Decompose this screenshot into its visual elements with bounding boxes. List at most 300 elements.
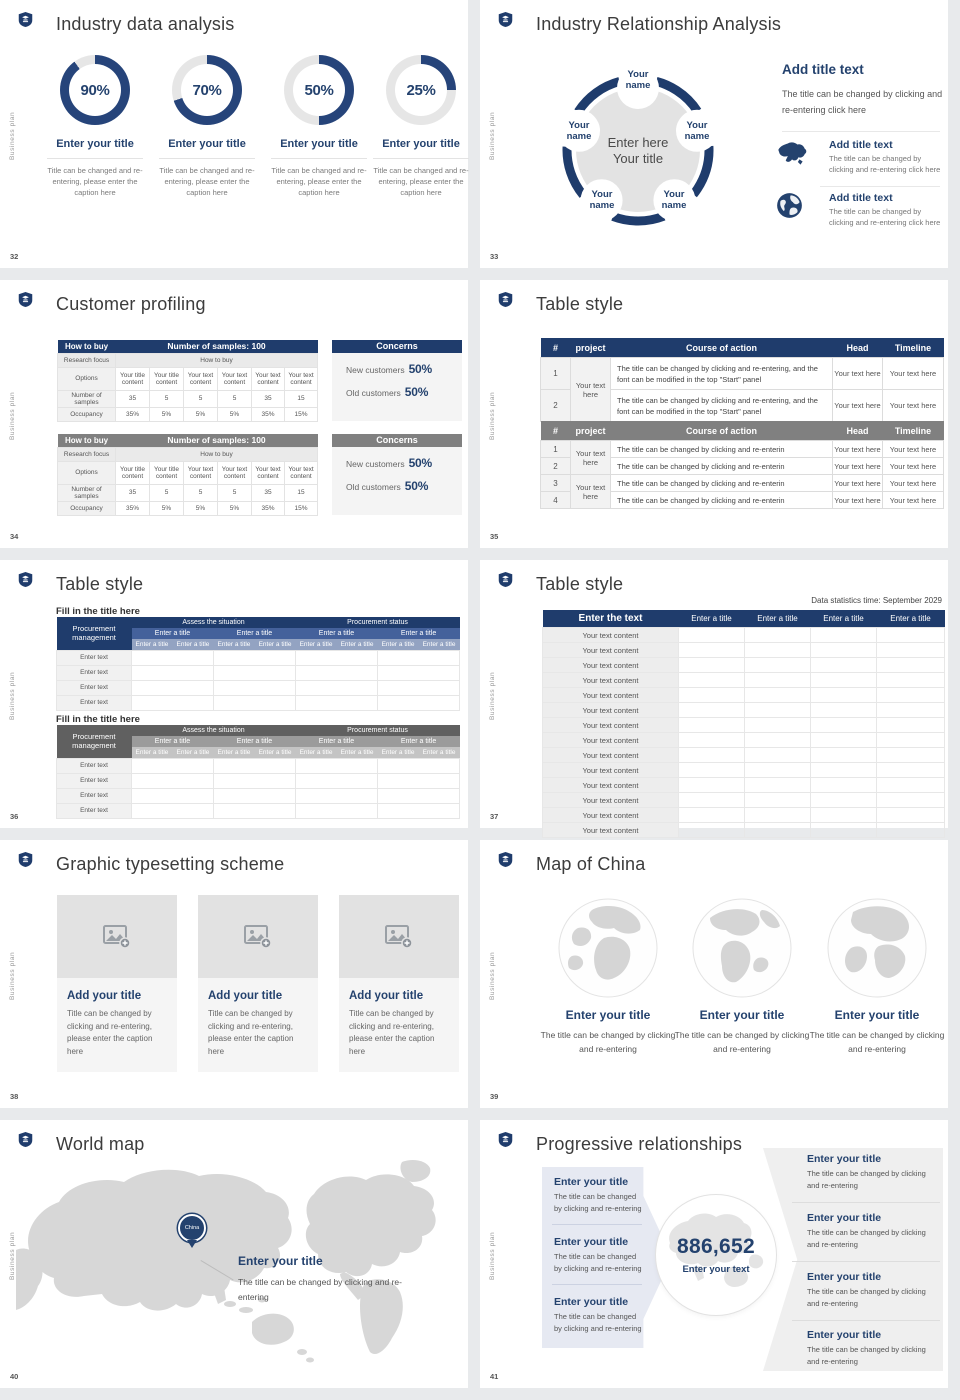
empty-cell [679,718,745,733]
page-number: 33 [490,252,499,261]
table-header: Number of samples: 100 [116,434,318,447]
row-label: Occupancy [58,407,116,421]
table-row [543,643,945,658]
list-item [807,1329,939,1368]
table-cell: 35 [116,390,150,407]
column-header: project [571,421,611,441]
donut-item [271,55,367,198]
empty-cell [745,778,811,793]
divider [792,1261,940,1262]
table-cell: Your text content [184,461,218,484]
empty-cell [745,628,811,643]
card-caption: Title can be changed by clicking and re-entering, please enter the caption here [67,1009,153,1056]
empty-cell [877,718,945,733]
table-cell: Your text content [543,793,679,808]
sub-header: Enter a title [132,747,173,758]
table-cell: The title can be changed by clicking and re-enterin [611,475,833,492]
section-title: Fill in the title here [56,606,140,617]
column-header: Timeline [883,421,944,441]
item-title: Enter your title [554,1236,629,1248]
item-caption: The title can be changed by clicking and re-entering [674,1030,810,1054]
table-cell: Research focus [58,447,116,461]
slide-title: Table style [536,294,624,314]
row-label: Options [58,367,116,390]
table-cell: 5% [150,501,184,515]
empty-cell [679,688,745,703]
sub-header: Enter a title [173,639,214,650]
concerns-label: New customers [346,365,405,375]
table-cell: Your text here [833,492,883,509]
sub-header: Enter a title [296,628,378,639]
row-label: Occupancy [58,501,116,515]
empty-cell [132,665,214,680]
node-label: Your name [589,189,615,211]
empty-cell [679,748,745,763]
empty-cell [679,733,745,748]
column-header: project [571,338,611,358]
empty-cell [214,803,296,818]
column-header: Timeline [883,338,944,358]
procurement-table-gray [56,725,460,819]
concerns-value: 50% [408,456,432,470]
column-header: Head [833,421,883,441]
row-label: Number of samples [58,390,116,407]
column-header: Enter a title [877,610,945,628]
diagram-center-text [586,135,690,167]
donut-value: 90% [80,81,110,99]
table-cell: 4 [541,492,571,509]
divider [792,1320,940,1321]
page-number: 32 [10,252,19,261]
row-label: Enter text [57,758,132,773]
slide-title: Customer profiling [56,294,206,314]
empty-cell [132,680,214,695]
group-header: Assess the situation [132,725,296,736]
add-image-icon [103,925,131,949]
empty-cell [679,808,745,823]
table-cell: Your text here [571,475,611,509]
divider [820,186,940,187]
empty-cell [877,808,945,823]
item-caption: The title can be changed by clicking and re-entering [807,1228,926,1249]
table-cell: 1 [541,441,571,458]
project-table-gray [540,421,944,509]
image-placeholder [57,895,177,978]
sidebar-vertical-text: Business plan [9,391,16,440]
page-number: 38 [10,1092,19,1101]
empty-cell [132,758,214,773]
add-image-icon [385,925,413,949]
table-cell: 15% [285,501,318,515]
donut-title: Enter your title [271,138,367,159]
column-header: Course of action [611,421,833,441]
table-cell: Your text here [883,475,944,492]
item-caption: The title can be changed by clicking and re-entering [807,1169,926,1190]
table-cell: 5% [218,501,252,515]
table-cell: 35% [116,501,150,515]
brand-shield-logo-icon [498,851,513,868]
table-cell: Your text here [833,390,883,422]
concerns-label: New customers [346,459,405,469]
brand-shield-logo-icon [498,291,513,308]
donut-chart [386,55,456,125]
empty-cell [214,680,296,695]
location-pin-icon [178,1214,206,1242]
slide-40[interactable] [0,1120,468,1388]
card-title: Add your title [349,990,424,1002]
empty-cell [745,793,811,808]
column-header: Enter a title [679,610,745,628]
item-caption: The title can be changed by clicking and re-entering click here [829,207,941,227]
table-cell: 5 [218,390,252,407]
row-label: Enter text [57,803,132,818]
item-caption: The title can be changed by clicking and re-entering click here [829,154,941,174]
concerns-value: 50% [404,385,429,399]
table-cell: The title can be changed by clicking and re-entering, and the font can be modified in the top "Start" panel [611,358,833,390]
group-header: Assess the situation [132,617,296,628]
item-caption: The title can be changed by clicking and re-entering [809,1030,945,1054]
empty-cell [679,778,745,793]
table-cell: Your text content [543,808,679,823]
concerns-panel-blue [332,340,462,421]
buy-table-blue [57,340,318,422]
row-label: Enter text [57,788,132,803]
slide-33[interactable] [480,0,948,268]
donut-item [159,55,255,198]
sub-header: Enter a title [378,639,419,650]
sub-header: Enter a title [214,747,255,758]
table-row [543,733,945,748]
empty-cell [745,703,811,718]
statistic-label: Enter your text [682,1264,750,1275]
sub-header: Enter a title [214,736,296,747]
card-title: Add your title [208,990,283,1002]
sub-header: Enter a title [296,736,378,747]
empty-cell [296,650,378,665]
brand-shield-logo-icon [498,11,513,28]
brand-shield-logo-icon [18,1131,33,1148]
table-cell: Your text here [833,441,883,458]
table-cell: Your text content [285,367,318,390]
item-title: Enter your title [699,1008,785,1022]
globe-graphic-americas [692,898,792,998]
sub-header: Enter a title [214,639,255,650]
table-cell: 5 [150,484,184,501]
slide-title: Table style [56,574,144,594]
item-title: Enter your title [807,1271,882,1283]
slide-title: Table style [536,574,624,594]
donut-caption: Title can be changed and re-entering, please enter the caption here [271,166,367,197]
divider [782,131,940,132]
empty-cell [378,680,460,695]
table-cell: Your title content [116,367,150,390]
brand-shield-logo-icon [18,851,33,868]
brand-shield-logo-icon [498,1131,513,1148]
table-cell: 35% [116,407,150,421]
item-title: Enter your title [807,1153,882,1165]
table-cell: Your text content [543,643,679,658]
concerns-value: 50% [404,479,429,493]
empty-cell [296,773,378,788]
list-item [807,1153,939,1192]
content-card [339,895,459,1072]
brand-shield-logo-icon [18,571,33,588]
table-cell: 5% [184,501,218,515]
card-body [339,978,459,1072]
table-header: How to buy [58,340,116,353]
slide-title: World map [56,1134,145,1154]
slide-title: Graphic typesetting scheme [56,854,285,874]
sub-header: Enter a title [337,639,378,650]
group-header: Procurement status [296,617,460,628]
donut-title: Enter your title [373,138,469,159]
slide-32[interactable] [0,0,468,268]
sub-header: Enter a title [132,736,214,747]
table-cell: 35 [116,484,150,501]
table-cell: Your text here [571,441,611,475]
table-cell: How to buy [116,353,318,367]
table-header: How to buy [58,434,116,447]
project-table-blue [540,338,944,422]
sidebar-vertical-text: Business plan [489,951,496,1000]
table-cell: Your text content [543,688,679,703]
donut-chart [284,55,354,125]
slide-36[interactable] [0,560,468,828]
table-cell: 1 [541,358,571,390]
slide-title: Progressive relationships [536,1134,743,1154]
card-caption: Title can be changed by clicking and re-entering, please enter the caption here [349,1009,435,1056]
empty-cell [811,703,877,718]
card-caption: Title can be changed by clicking and re-entering, please enter the caption here [208,1009,294,1056]
table-cell: The title can be changed by clicking and re-enterin [611,441,833,458]
empty-cell [214,695,296,710]
empty-cell [745,763,811,778]
empty-cell [679,628,745,643]
empty-cell [811,823,877,838]
table-row [543,793,945,808]
concerns-row [346,362,462,376]
add-image-icon [244,925,272,949]
table-row [543,658,945,673]
table-cell: Your text here [883,441,944,458]
node-label: Your name [661,189,687,211]
donut-title: Enter your title [47,138,143,159]
table-cell: 5% [184,407,218,421]
card-title: Add your title [67,990,142,1002]
page-number: 39 [490,1092,499,1101]
statistic-circle [656,1195,776,1315]
table-row [543,688,945,703]
corner-cell: Procurement management [57,617,132,650]
sidebar-vertical-text: Business plan [9,111,16,160]
table-row [543,703,945,718]
empty-cell [745,808,811,823]
list-item [554,1296,642,1335]
empty-cell [378,665,460,680]
globe-icon [776,192,803,219]
table-row [543,778,945,793]
row-label: Options [58,461,116,484]
empty-cell [745,823,811,838]
procurement-table-blue [56,617,460,711]
empty-cell [679,823,745,838]
empty-cell [877,703,945,718]
donut-caption: Title can be changed and re-entering, please enter the caption here [373,166,469,197]
empty-cell [214,665,296,680]
sidebar-vertical-text: Business plan [9,1231,16,1280]
item-caption: The title can be changed by clicking and re-entering [807,1287,926,1308]
table-cell: Your text here [833,458,883,475]
table-row [543,763,945,778]
table-row [543,628,945,643]
callout-caption: The title can be changed by clicking and re-entering [238,1277,402,1302]
page-number: 40 [10,1372,19,1381]
empty-cell [877,823,945,838]
empty-cell [214,758,296,773]
page-number: 37 [490,812,499,821]
empty-cell [811,673,877,688]
content-card [198,895,318,1072]
sidebar-vertical-text: Business plan [489,1231,496,1280]
slide-38[interactable] [0,840,468,1108]
table-cell: The title can be changed by clicking and re-enterin [611,458,833,475]
table-cell: 35 [252,484,285,501]
table-cell: Research focus [58,353,116,367]
sub-header: Enter a title [378,736,460,747]
divider [552,1224,642,1225]
table-cell: Your text content [184,367,218,390]
sidebar-vertical-text: Business plan [489,391,496,440]
empty-cell [811,778,877,793]
china-map-icon [772,139,810,167]
empty-cell [745,673,811,688]
table-cell: Your text content [543,748,679,763]
table-cell: Your title content [150,367,184,390]
table-cell: 35 [252,390,285,407]
table-header: Number of samples: 100 [116,340,318,353]
concerns-label: Old customers [346,388,401,398]
empty-cell [132,650,214,665]
table-row [543,808,945,823]
table-row [543,748,945,763]
center-line2: Your title [612,151,664,166]
item-title: Enter your title [565,1008,651,1022]
empty-cell [378,803,460,818]
brand-shield-logo-icon [498,571,513,588]
concerns-value: 50% [408,362,432,376]
slide-35[interactable] [480,280,948,548]
empty-cell [679,763,745,778]
divider [792,1202,940,1203]
table-cell: Your text content [252,461,285,484]
sub-header: Enter a title [337,747,378,758]
slide-37[interactable] [480,560,948,835]
sub-header: Enter a title [214,628,296,639]
empty-cell [811,688,877,703]
page-number: 36 [10,812,19,821]
table-cell: Your text content [543,733,679,748]
item-caption: The title can be changed by clicking and re-entering [540,1030,676,1054]
empty-cell [214,788,296,803]
table-cell: Your title content [116,461,150,484]
column-header: Enter a title [811,610,877,628]
card-body [57,978,177,1072]
brand-shield-logo-icon [18,11,33,28]
empty-cell [378,650,460,665]
empty-cell [378,773,460,788]
page-number: 34 [10,532,19,541]
globe-graphic-europe-africa [558,898,658,998]
sidebar-vertical-text: Business plan [9,671,16,720]
sub-header: Enter a title [255,639,296,650]
donut-value: 50% [304,81,334,99]
table-cell: Your text here [883,458,944,475]
table-cell: Your text content [543,718,679,733]
empty-cell [378,788,460,803]
buy-table-gray [57,434,318,516]
donut-item [47,55,143,198]
image-placeholder [339,895,459,978]
table-cell: How to buy [116,447,318,461]
empty-cell [877,658,945,673]
empty-cell [679,658,745,673]
group-header: Procurement status [296,725,460,736]
table-cell: Your text content [543,823,679,838]
sub-header: Enter a title [132,628,214,639]
table-cell: Your text content [218,367,252,390]
row-label: Enter text [57,773,132,788]
empty-cell [745,748,811,763]
empty-cell [877,688,945,703]
table-cell: 5 [184,484,218,501]
empty-cell [296,758,378,773]
empty-cell [811,718,877,733]
empty-cell [378,758,460,773]
item-caption: The title can be changed by clicking and re-entering [554,1252,642,1273]
empty-cell [811,808,877,823]
empty-cell [877,733,945,748]
empty-cell [811,733,877,748]
item-caption: The title can be changed by clicking and re-entering [554,1192,642,1213]
item-title: Add title text [829,192,893,204]
slide-34[interactable] [0,280,468,548]
table-cell: 15 [285,390,318,407]
empty-cell [132,803,214,818]
sub-header: Enter a title [255,747,296,758]
donut-title: Enter your title [159,138,255,159]
empty-cell [745,688,811,703]
table-cell: The title can be changed by clicking and re-enterin [611,492,833,509]
globe-graphic-asia [827,898,927,998]
table-cell: 5 [150,390,184,407]
statistic-value: 886,652 [676,1235,755,1258]
empty-cell [811,793,877,808]
empty-cell [877,748,945,763]
table-cell: Your text content [543,628,679,643]
table-cell: Your title content [150,461,184,484]
table-cell: 5% [150,407,184,421]
section-caption: The title can be changed by clicking and re-entering click here [782,89,943,115]
slide-title: Map of China [536,854,646,874]
slide-41[interactable] [480,1120,948,1388]
empty-cell [296,680,378,695]
donut-item [373,55,469,198]
empty-cell [378,695,460,710]
table-cell: Your text here [833,358,883,390]
card-body [198,978,318,1072]
concerns-row [346,479,462,493]
slide-39[interactable] [480,840,948,1108]
